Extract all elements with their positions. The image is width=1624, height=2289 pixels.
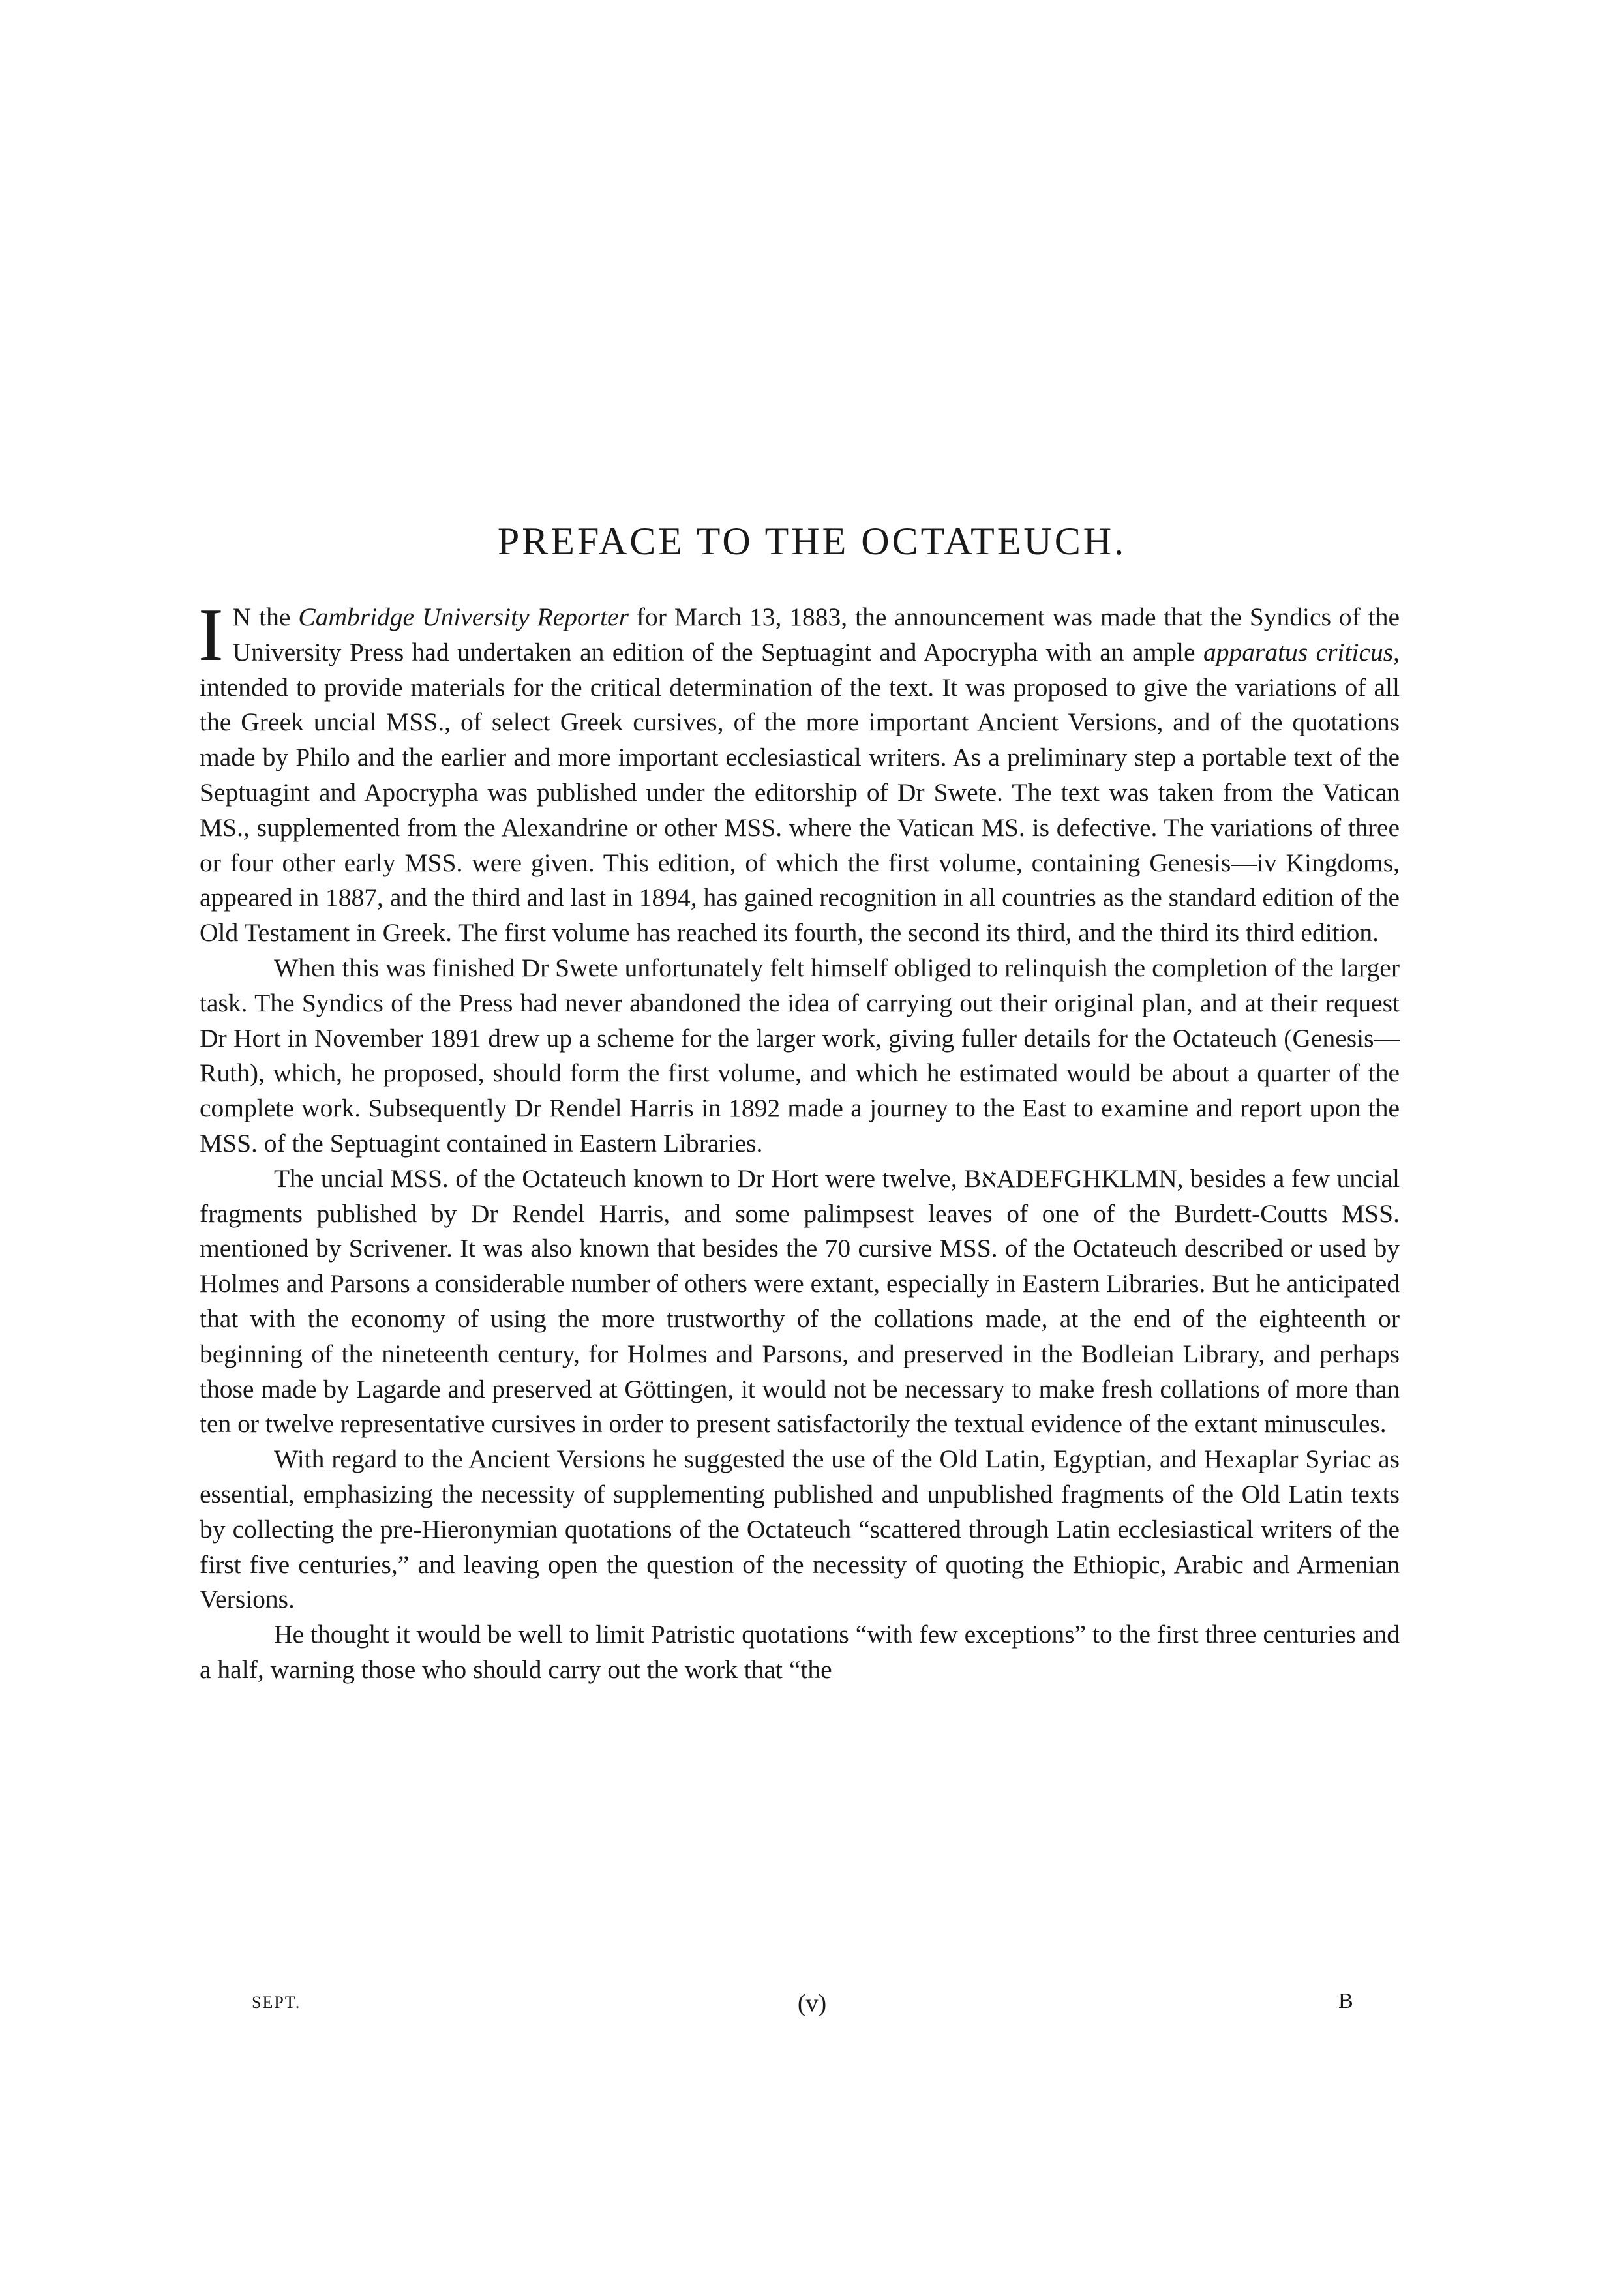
first-word-rest: N	[232, 603, 252, 631]
paragraph-5: He thought it would be well to limit Patristic quotations “with few exceptions” to the first three centuries and a half, warning those who should carry out the work that “the	[200, 1620, 1400, 1684]
footer-signature-left: SEPT.	[252, 1993, 301, 2012]
preface-body	[198, 593, 1400, 1688]
paragraph-1-text-a: the	[251, 603, 299, 631]
paragraph-4: With regard to the Ancient Versions he suggested the use of the Old Latin, Egyptian, and Hexaplar Syriac as essential, emphasizing the necessity of supplementing published and unpublished fragments of the Old Latin texts by collecting the pre-Hieronymian quotations of the Octateuch “scattered through Latin ecclesiastical writers of the first five centuries,” and leaving open the question of the necessity of quoting the Ethiopic, Arabic and Armenian Versions.	[200, 1444, 1400, 1614]
footer-signature-right: B	[1338, 1989, 1353, 2013]
paragraph-3: The uncial MSS. of the Octateuch known to Dr Hort were twelve, BאADEFGHKLMN, besides a few uncial fragments published by Dr Rendel Harris, and some palimpsest leaves of one of the Burdett-Coutts MSS. mentioned by Scrivener. It was also known that besides the 70 cursive MSS. of the Octateuch described or used by Holmes and Parsons a considerable number of others were extant, especially in Eastern Libraries. But he anticipated that with the economy of using the more trustworthy of the collations made, at the end of the eighteenth or beginning of the nineteenth century, for Holmes and Parsons, and preserved in the Bodleian Library, and perhaps those made by Lagarde and preserved at Göttingen, it would not be necessary to make fresh collations of more than ten or twelve representative cursives in order to present satisfactorily the textual evidence of the extant minuscules.	[200, 1163, 1400, 1439]
apparatus-term: apparatus criticus	[1203, 637, 1394, 666]
paragraph-1-text-b: for March 13, 1883, the announcement was made that the Syndics of the University Press had undertaken an edition of the Septuagint and Apocrypha with an ample	[232, 603, 1400, 666]
paragraph-2: When this was finished Dr Swete unfortunately felt himself obliged to relinquish the completion of the larger task. The Syndics of the Press had never abandoned the idea of carrying out their original plan, and at their request Dr Hort in November 1891 drew up a scheme for the larger work, giving fuller details for the Octateuch (Genesis—Ruth), which, he proposed, should form the first volume, and which he estimated would be about a quarter of the complete work. Subsequently Dr Rendel Harris in 1892 made a journey to the East to examine and report upon the MSS. of the Septuagint contained in Eastern Libraries.	[200, 953, 1400, 1158]
page-number: (v)	[797, 1990, 827, 2017]
journal-title: Cambridge University Reporter	[298, 603, 629, 631]
drop-cap: I	[198, 593, 224, 677]
page-title: PREFACE TO THE OCTATEUCH.	[497, 520, 1127, 563]
page-footer	[0, 1986, 1624, 2026]
paragraph-1-text-c: , intended to provide materials for the critical determination of the text. It was proposed to give the variations of all the Greek uncial MSS., of select Greek cursives, of the more important Ancient Versions, and of the quotations made by Philo and the earlier and more important ecclesiastical writers. As a preliminary step a portable text of the Septuagint and Apocrypha was published under the editorship of Dr Swete. The text was taken from the Vatican MS., supplemented from the Alexandrine or other MSS. where the Vatican MS. is defective. The variations of three or four other early MSS. were given. This edition, of which the first volume, containing Genesis—iv Kingdoms, appeared in 1887, and the third and last in 1894, has gained recognition in all countries as the standard edition of the Old Testament in Greek. The first volume has reached its fourth, the second its third, and the third its third edition.	[200, 637, 1400, 948]
paragraph-1	[198, 593, 1400, 951]
